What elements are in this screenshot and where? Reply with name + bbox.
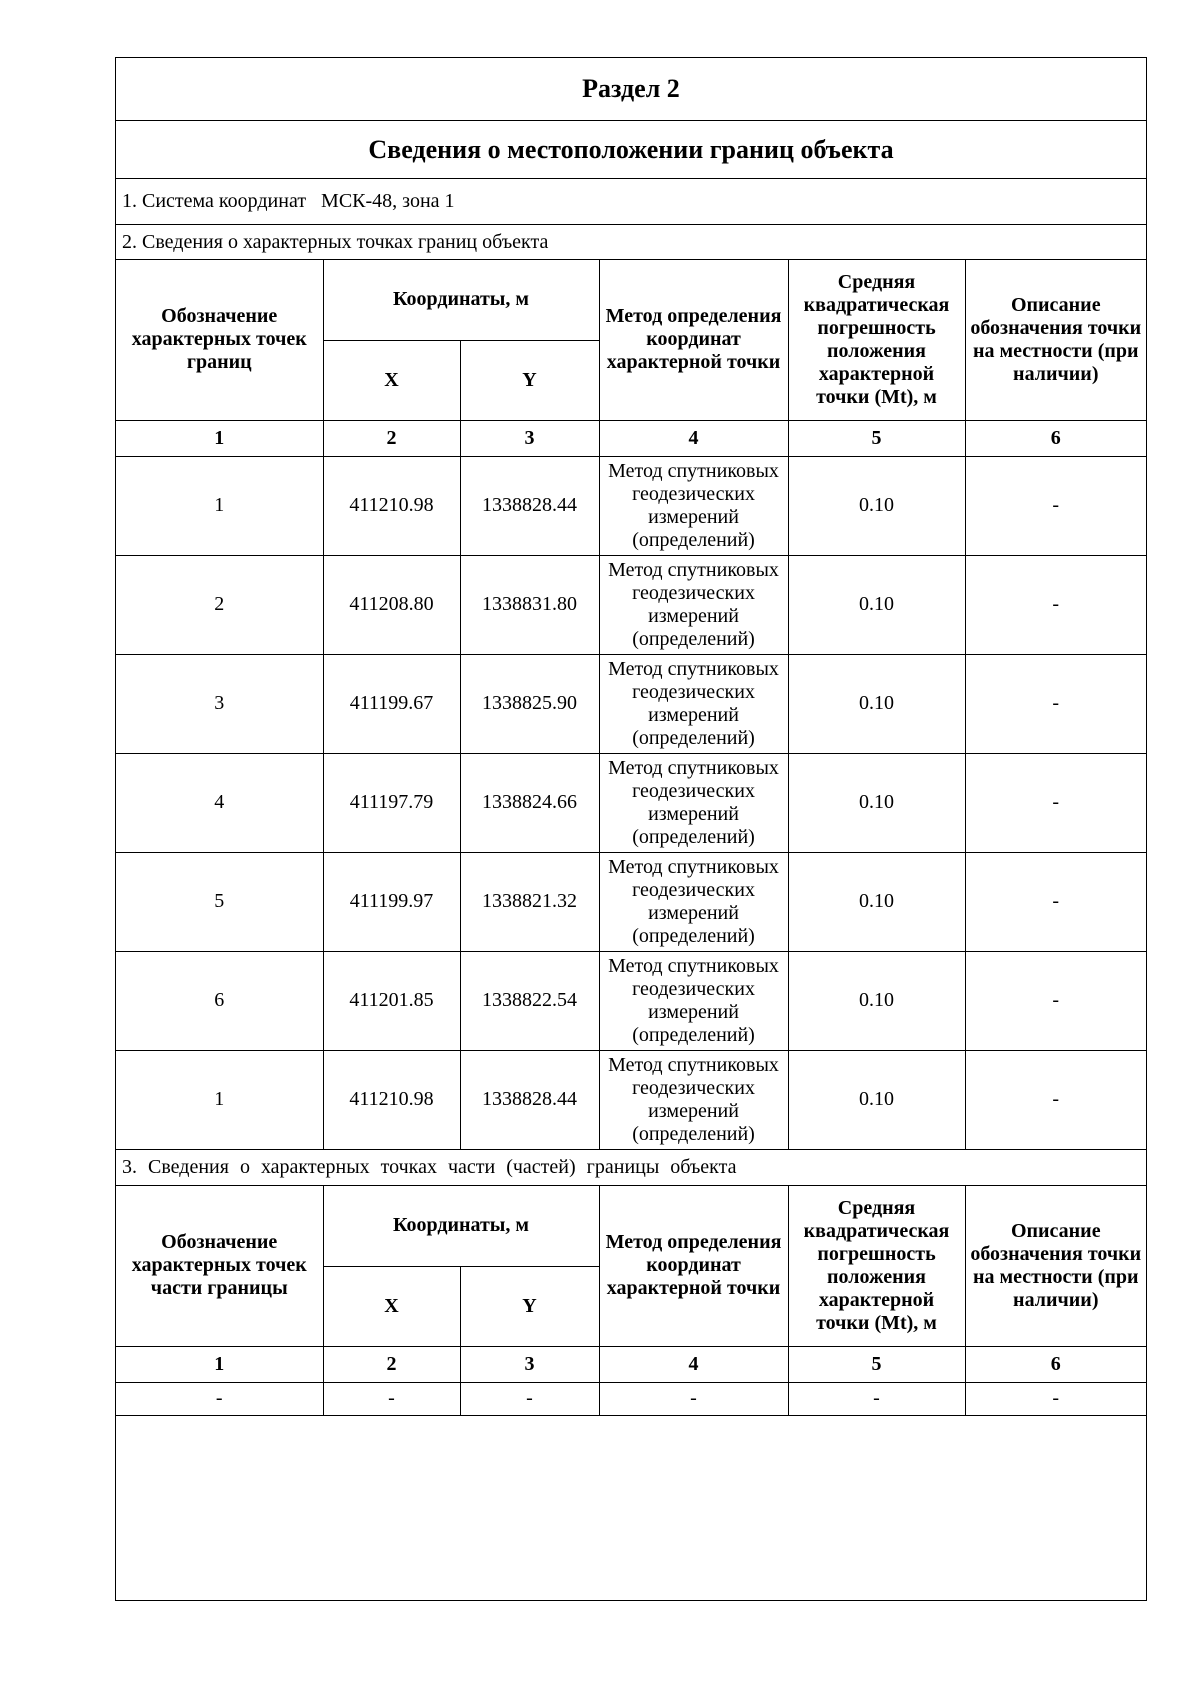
- column-number: 6: [965, 420, 1146, 456]
- cell-point: 6: [116, 951, 323, 1050]
- cell-point: 5: [116, 852, 323, 951]
- header-x: X: [323, 340, 460, 420]
- cell-error: 0.10: [788, 951, 965, 1050]
- cell-y: 1338822.54: [460, 951, 599, 1050]
- column-number: 3: [460, 420, 599, 456]
- cell-point: 4: [116, 753, 323, 852]
- part-points-table: [116, 1186, 1146, 1416]
- column-number: 5: [788, 1346, 965, 1382]
- column-number-row: [116, 1346, 1146, 1382]
- cell-y: -: [460, 1382, 599, 1415]
- cell-y: 1338825.90: [460, 654, 599, 753]
- document-frame: [115, 57, 1147, 1601]
- cell-description: -: [965, 1382, 1146, 1415]
- cell-method: Метод спутниковых геодезических измерений (определений): [599, 852, 788, 951]
- cell-x: 411210.98: [323, 456, 460, 555]
- column-number: 3: [460, 1346, 599, 1382]
- header-description: Описание обозначения точки на местности (при наличии): [965, 1186, 1146, 1346]
- column-number-row: [116, 420, 1146, 456]
- cell-y: 1338821.32: [460, 852, 599, 951]
- cell-x: -: [323, 1382, 460, 1415]
- cell-x: 411208.80: [323, 555, 460, 654]
- points-heading: 2. Сведения о характерных точках границ объекта: [116, 225, 1146, 260]
- header-x: X: [323, 1266, 460, 1346]
- cell-method: Метод спутниковых геодезических измерений (определений): [599, 456, 788, 555]
- cell-y: 1338824.66: [460, 753, 599, 852]
- header-description: Описание обозначения точки на местности (при наличии): [965, 260, 1146, 420]
- cell-method: Метод спутниковых геодезических измерений (определений): [599, 753, 788, 852]
- cell-x: 411210.98: [323, 1050, 460, 1149]
- cell-point: 1: [116, 1050, 323, 1149]
- cell-x: 411199.67: [323, 654, 460, 753]
- cell-method: Метод спутниковых геодезических измерений (определений): [599, 951, 788, 1050]
- column-number: 2: [323, 1346, 460, 1382]
- table-row: [116, 654, 1146, 753]
- parts-heading: 3. Сведения о характерных точках части (частей) границы объекта: [116, 1150, 1146, 1186]
- boundary-points-table: [116, 260, 1146, 1150]
- points-body: [116, 456, 1146, 1149]
- header-y: Y: [460, 1266, 599, 1346]
- cell-error: 0.10: [788, 852, 965, 951]
- cell-error: 0.10: [788, 654, 965, 753]
- cell-error: 0.10: [788, 753, 965, 852]
- cell-description: -: [965, 1050, 1146, 1149]
- header-coordinates: Координаты, м: [323, 1186, 599, 1266]
- header-point-designation: Обозначение характерных точек границ: [116, 260, 323, 420]
- column-number: 4: [599, 420, 788, 456]
- cell-y: 1338828.44: [460, 456, 599, 555]
- cell-error: 0.10: [788, 555, 965, 654]
- cell-x: 411199.97: [323, 852, 460, 951]
- cell-description: -: [965, 753, 1146, 852]
- table-row: [116, 852, 1146, 951]
- header-part-point-designation: Обозначение характерных точек части границы: [116, 1186, 323, 1346]
- document-title: Сведения о местоположении границ объекта: [116, 121, 1146, 179]
- table-row: [116, 1050, 1146, 1149]
- cell-x: 411197.79: [323, 753, 460, 852]
- header-coordinates: Координаты, м: [323, 260, 599, 340]
- table-row: [116, 951, 1146, 1050]
- cell-point: -: [116, 1382, 323, 1415]
- column-number: 5: [788, 420, 965, 456]
- header-row: [116, 260, 1146, 340]
- coordinate-system: [116, 179, 1146, 225]
- cell-method: Метод спутниковых геодезических измерений (определений): [599, 654, 788, 753]
- column-number: 1: [116, 1346, 323, 1382]
- cell-error: 0.10: [788, 1050, 965, 1149]
- cell-description: -: [965, 951, 1146, 1050]
- cell-error: -: [788, 1382, 965, 1415]
- column-number: 1: [116, 420, 323, 456]
- column-number: 2: [323, 420, 460, 456]
- header-row: [116, 1186, 1146, 1266]
- cell-y: 1338828.44: [460, 1050, 599, 1149]
- section-title: Раздел 2: [116, 58, 1146, 121]
- table-row: [116, 753, 1146, 852]
- cell-description: -: [965, 654, 1146, 753]
- cell-description: -: [965, 852, 1146, 951]
- cell-point: 3: [116, 654, 323, 753]
- table-row: [116, 1382, 1146, 1415]
- coordinate-system-text: 1. Система координат МСК-48, зона 1: [122, 190, 455, 212]
- table-row: [116, 555, 1146, 654]
- cell-method: -: [599, 1382, 788, 1415]
- header-method: Метод определения координат характерной точки: [599, 260, 788, 420]
- header-error: Средняя квадратическая погрешность положения характерной точки (Mt), м: [788, 1186, 965, 1346]
- cell-point: 1: [116, 456, 323, 555]
- cell-error: 0.10: [788, 456, 965, 555]
- cell-point: 2: [116, 555, 323, 654]
- cell-description: -: [965, 555, 1146, 654]
- header-method: Метод определения координат характерной точки: [599, 1186, 788, 1346]
- header-error: Средняя квадратическая погрешность положения характерной точки (Mt), м: [788, 260, 965, 420]
- column-number: 6: [965, 1346, 1146, 1382]
- cell-method: Метод спутниковых геодезических измерений (определений): [599, 555, 788, 654]
- cell-method: Метод спутниковых геодезических измерений (определений): [599, 1050, 788, 1149]
- column-number: 4: [599, 1346, 788, 1382]
- cell-y: 1338831.80: [460, 555, 599, 654]
- cell-x: 411201.85: [323, 951, 460, 1050]
- cell-description: -: [965, 456, 1146, 555]
- header-y: Y: [460, 340, 599, 420]
- table-row: [116, 456, 1146, 555]
